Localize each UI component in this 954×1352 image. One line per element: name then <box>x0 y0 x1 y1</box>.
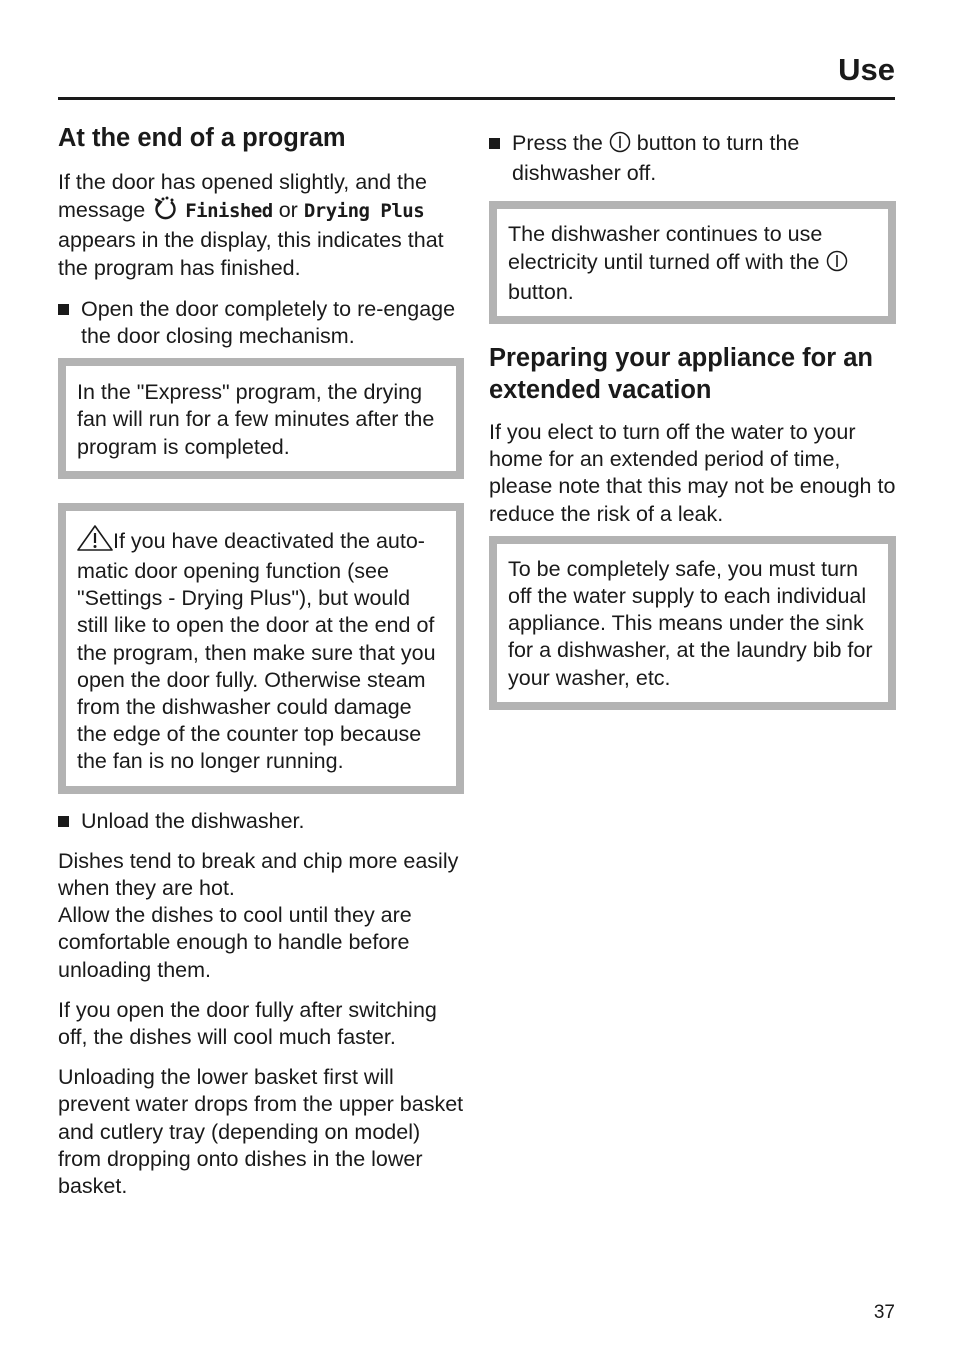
right-column <box>489 130 896 710</box>
program-finished-icon <box>151 196 179 227</box>
paragraph-lower-basket: Unloading the lower basket first will prevent water drops from the upper basket and cutlery tray (depending on model) from dropping onto dishes in the lower basket. <box>58 1065 464 1199</box>
intro-paragraph <box>58 169 464 282</box>
page-title: Use <box>838 52 895 87</box>
left-column <box>58 122 464 1200</box>
header-rule <box>58 97 895 100</box>
paragraph-dishes-hot: Dishes tend to break and chip more easily when they are hot. <box>58 848 459 901</box>
intro-text-1: If the door has opened slightly, and the message <box>58 170 427 223</box>
power-button-icon <box>826 250 848 279</box>
section-heading-end-of-program: At the end of a program <box>58 124 346 152</box>
note-box-electricity <box>489 201 896 324</box>
warning-text: If you have deactivated the auto-matic door opening function (see "Settings - Drying Plus"), but would still like to open the door at the end of the program, then make sure that you open the door fully. Otherwise steam from the dishwasher could damage the edge of the counter top because the fan is no longer running. <box>77 528 436 774</box>
bullet-square <box>58 304 69 315</box>
display-message-finished: Finished <box>185 200 273 223</box>
paragraph-dishes-cool: Allow the dishes to cool until they are comfortable enough to handle before unloading them. <box>58 903 412 982</box>
intro-text-2: appears in the display, this indicates that the program has finished. <box>58 228 444 280</box>
bullet-text: Open the door completely to re-engage the door closing mechanism. <box>81 296 456 349</box>
bullet-square <box>489 138 500 149</box>
note-box-water-supply <box>489 536 896 710</box>
note-express-text: In the "Express" program, the drying fan will run for a few minutes after the program is completed. <box>77 380 435 459</box>
power-button-icon <box>609 131 631 160</box>
note-box-express <box>58 358 464 479</box>
paragraph-vacation: If you elect to turn off the water to your home for an extended period of time, please note that this may not be enough to reduce the risk of a leak. <box>489 420 896 526</box>
bullet-square <box>58 816 69 827</box>
warning-icon <box>77 525 113 558</box>
bullet-unload <box>58 808 464 835</box>
page-number: 37 <box>873 1302 895 1323</box>
bullet-press-power <box>489 130 896 187</box>
intro-or: or <box>278 198 298 223</box>
section-heading-vacation: Preparing your appliance for an extended vacation <box>489 344 874 405</box>
note-electricity-text-2: button. <box>508 279 574 304</box>
bullet-open-door <box>58 296 464 350</box>
paragraph-door-open: If you open the door fully after switching off, the dishes will cool much faster. <box>58 997 437 1050</box>
bullet-text: Unload the dishwasher. <box>81 808 305 833</box>
bullet-text-2: button to turn the dishwasher off. <box>512 131 800 186</box>
warning-box <box>58 503 464 794</box>
note-electricity-paragraph <box>508 221 877 306</box>
display-message-drying-plus: Drying Plus <box>303 200 425 223</box>
note-water-supply-text: To be completely safe, you must turn off the water supply to each individual appliance. This means under the sink for a dishwasher, at the laundry bib for your washer, etc. <box>508 556 873 690</box>
warning-paragraph <box>77 525 445 776</box>
note-electricity-text-1: The dishwasher continues to use electricity until turned off with the <box>508 222 823 274</box>
bullet-text-1: Press the <box>512 131 603 155</box>
